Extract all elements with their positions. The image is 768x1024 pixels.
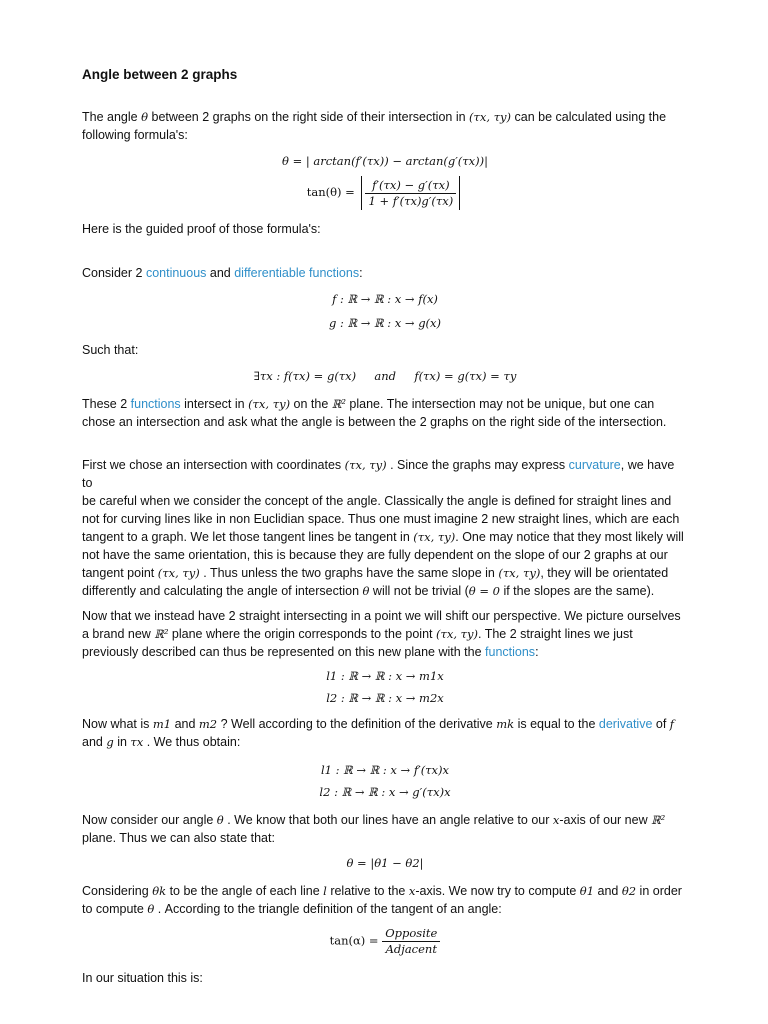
math-mk: mk <box>496 717 515 731</box>
math-theta-1: θ1 <box>579 884 595 898</box>
numerator: f′(τx) − g′(τx) <box>365 178 456 194</box>
equation-g: g : ℝ → ℝ : x → g(x) <box>328 316 442 330</box>
text: -axis. We now try to compute <box>415 884 580 898</box>
math-g: g <box>106 735 114 749</box>
equation-l2: l2 : ℝ → ℝ : x → m2x <box>326 691 444 705</box>
text: tangent to a graph. We let those tangent lines be tangent in <box>82 530 414 544</box>
text: between 2 graphs on the right side of their intersection in <box>148 110 470 124</box>
text: and <box>206 266 235 280</box>
text: . One may notice that they most likely will <box>455 530 684 544</box>
page-title: Angle between 2 graphs <box>82 67 238 82</box>
text: not for curving lines like in non Euclidian space. Thus one must imagine 2 new straight lines, which are each <box>82 512 680 526</box>
link-differentiable-functions[interactable]: differentiable functions <box>234 266 360 280</box>
link-derivative[interactable]: derivative <box>598 717 653 731</box>
text: : <box>359 266 363 280</box>
math-theta-zero: θ = 0 <box>468 584 500 598</box>
math-m2: m2 <box>198 717 218 731</box>
text: of <box>652 717 670 731</box>
abs-bar-right <box>459 176 460 210</box>
link-functions[interactable]: functions <box>130 397 181 411</box>
math-point: (τx, τy) <box>469 110 512 124</box>
formula-arctan: θ = | arctan(f′(τx)) − arctan(g′(τx))| <box>281 154 488 168</box>
abs-bar-left <box>361 176 362 210</box>
text: previously described can thus be represented on this new plane with the <box>82 645 486 659</box>
text: Considering <box>82 884 153 898</box>
math-point: (τx, τy) <box>435 627 478 641</box>
fraction <box>365 178 456 209</box>
consider-paragraph <box>82 264 363 282</box>
text: intersect in <box>180 397 249 411</box>
equation-exists: ∃τx : f(τx) = g(τx) and f(τx) = g(τx) = τy <box>253 369 517 383</box>
text: differently and calculating the angle of intersection <box>82 584 363 598</box>
math-point: (τx, τy) <box>498 566 541 580</box>
text: following formula's: <box>82 128 188 142</box>
text: , they will be orientated <box>540 566 669 580</box>
text: plane. Thus we can also state that: <box>82 831 275 845</box>
text: in <box>113 735 131 749</box>
text: . We thus obtain: <box>143 735 241 749</box>
text: to be the angle of each line <box>166 884 324 898</box>
math-theta: θ <box>362 584 370 598</box>
what-paragraph <box>82 715 688 751</box>
text: First we chose an intersection with coordinates <box>82 458 345 472</box>
text: tangent point <box>82 566 158 580</box>
guided-text: Here is the guided proof of those formula's: <box>82 222 321 236</box>
angle-paragraph <box>82 811 688 847</box>
text: : <box>535 645 539 659</box>
formula-lhs: tan(θ) = <box>306 185 355 199</box>
math-r2: ℝ² <box>331 397 346 411</box>
equation-l1-derivative: l1 : ℝ → ℝ : x → f′(τx)x <box>320 763 450 777</box>
text: Now that we instead have 2 straight intersecting in a point we will shift our perspective. We picture ourselves <box>82 609 681 623</box>
math-x: x <box>408 884 416 898</box>
text: can be calculated using the <box>511 110 667 124</box>
intro-paragraph <box>82 108 688 144</box>
text: plane where the origin corresponds to the point <box>168 627 436 641</box>
equation-l1: l1 : ℝ → ℝ : x → m1x <box>326 669 444 683</box>
math-theta: θ <box>216 813 224 827</box>
link-functions[interactable]: functions <box>485 645 536 659</box>
numerator: Opposite <box>382 926 440 942</box>
text: to compute <box>82 902 148 916</box>
math-l: l <box>323 884 327 898</box>
text: in order <box>636 884 682 898</box>
situation-text: In our situation this is: <box>82 971 203 985</box>
link-curvature[interactable]: curvature <box>568 458 621 472</box>
text: and <box>594 884 622 898</box>
math-point: (τx, τy) <box>413 530 456 544</box>
math-point: (τx, τy) <box>157 566 200 580</box>
equation-f: f : ℝ → ℝ : x → f(x) <box>332 292 438 306</box>
intersect-paragraph <box>82 395 688 431</box>
equation-theta: θ = |θ1 − θ2| <box>346 856 424 870</box>
text: not have the same orientation, this is because they are fully dependent on the slope of our 2 graphs at our <box>82 548 668 562</box>
fraction <box>382 926 440 957</box>
math-point: (τx, τy) <box>248 397 291 411</box>
text: and <box>171 717 199 731</box>
formula-lhs: tan(α) = <box>329 933 379 948</box>
text: . According to the triangle definition of the tangent of an angle: <box>154 902 502 916</box>
now-paragraph <box>82 607 688 661</box>
denominator: 1 + f′(τx)g′(τx) <box>368 193 454 208</box>
text: Now what is <box>82 717 153 731</box>
text: ? Well according to the definition of the derivative <box>217 717 497 731</box>
formula-tan-definition <box>82 926 688 957</box>
text: will not be trivial ( <box>369 584 469 598</box>
text: The angle <box>82 110 142 124</box>
text: is equal to the <box>514 717 599 731</box>
formula-tan <box>82 176 688 210</box>
math-m1: m1 <box>152 717 172 731</box>
text: , we have to <box>82 458 675 490</box>
text: . We know that both our lines have an angle relative to our <box>223 813 553 827</box>
text: Consider 2 <box>82 266 146 280</box>
such-that-text: Such that: <box>82 343 139 357</box>
considering-paragraph <box>82 882 688 918</box>
text: relative to the <box>326 884 409 898</box>
text: . Thus unless the two graphs have the same slope in <box>199 566 499 580</box>
equation-l2-derivative: l2 : ℝ → ℝ : x → g′(τx)x <box>319 785 451 799</box>
denominator: Adjacent <box>385 942 437 956</box>
text: a brand new <box>82 627 155 641</box>
math-theta-k: θk <box>152 884 167 898</box>
text: if the slopes are the same). <box>499 584 655 598</box>
first-paragraph <box>82 456 688 600</box>
math-f: f <box>669 717 675 731</box>
text: -axis of our new <box>559 813 652 827</box>
math-r2: ℝ² <box>651 813 666 827</box>
text: Now consider our angle <box>82 813 217 827</box>
math-point: (τx, τy) <box>344 458 387 472</box>
link-continuous[interactable]: continuous <box>145 266 207 280</box>
math-theta-2: θ2 <box>621 884 637 898</box>
text: on the <box>290 397 332 411</box>
math-theta: θ <box>147 902 155 916</box>
text: plane. The intersection may not be unique, but one can <box>345 397 655 411</box>
text: be careful when we consider the concept of the angle. Classically the angle is defined for straight lines and <box>82 494 672 508</box>
text: chose an intersection and ask what the angle is between the 2 graphs on the right side of the intersection. <box>82 415 667 429</box>
text: . Since the graphs may express <box>386 458 569 472</box>
math-r2: ℝ² <box>154 627 169 641</box>
text: These 2 <box>82 397 131 411</box>
math-x: x <box>552 813 560 827</box>
math-theta: θ <box>141 110 149 124</box>
text: and <box>82 735 107 749</box>
math-tau-x: τx <box>130 735 144 749</box>
text: . The 2 straight lines we just <box>477 627 633 641</box>
